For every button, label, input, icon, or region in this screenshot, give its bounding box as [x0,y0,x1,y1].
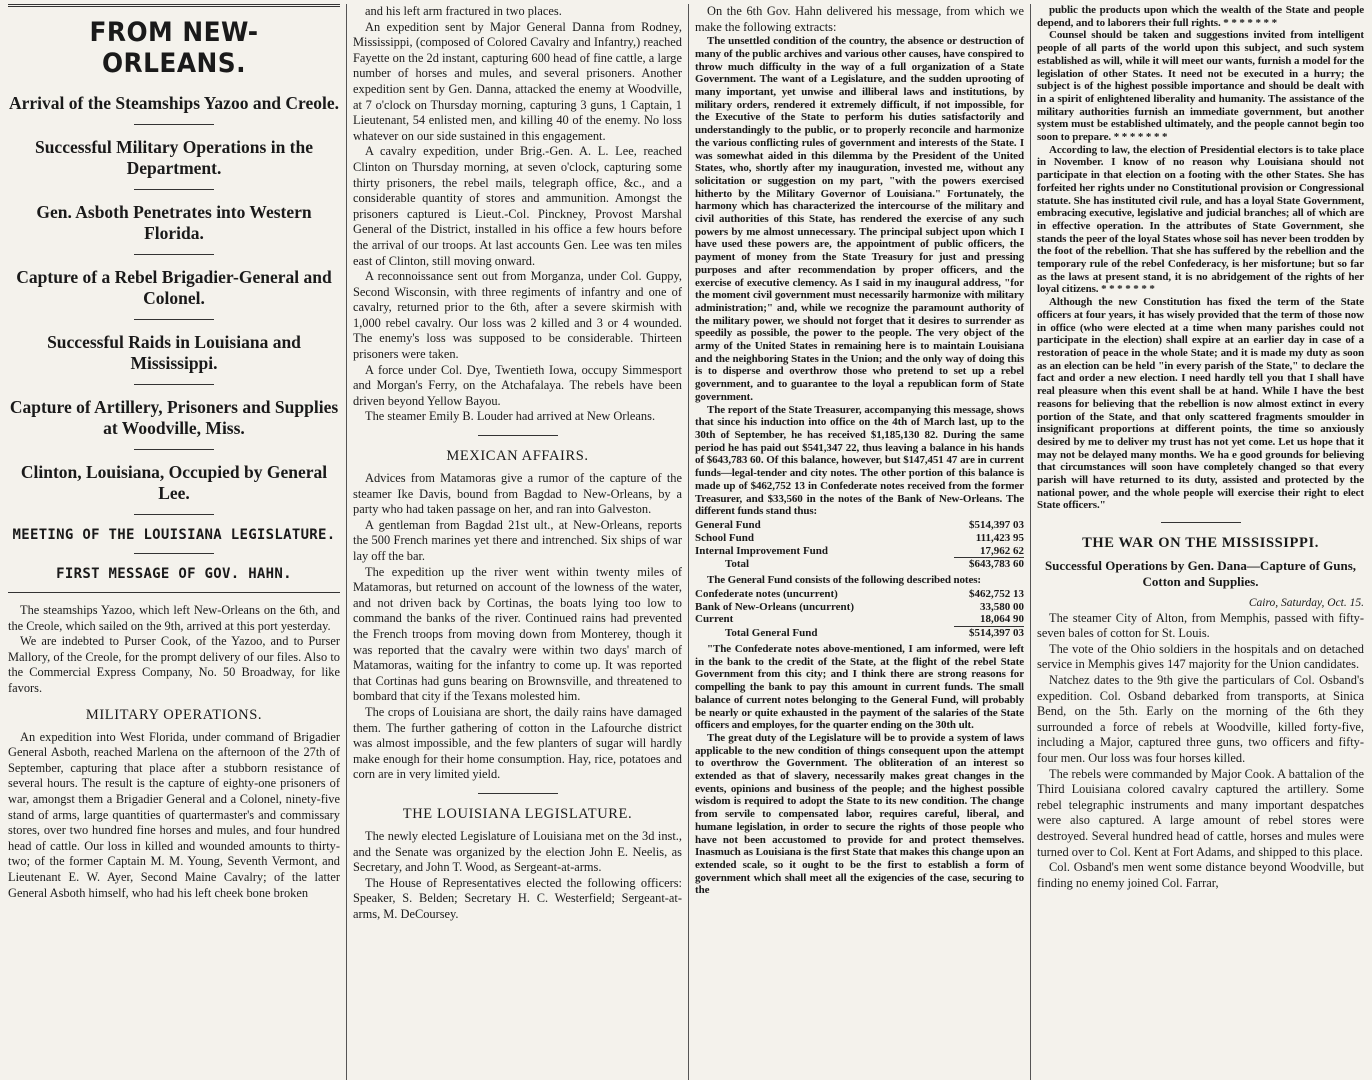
deck-4: Capture of a Rebel Brigadier-General and Colonel. [16,267,332,308]
intro-paragraph-2: We are indebted to Purser Cook, of the Yazoo, and to Purser Mallory, of the Creole, for the prompt delivery of our files. Also to the Commercial Express Company, No. 50 Broadway, for like favors. [8,634,340,695]
divider [478,435,558,436]
message-extract: Counsel should be taken and suggestions invited from intelligent people of all parts of the world upon this subject, and such system established as will, while it will meet our wants, furnish a model for the legislation of other States. It need not be executed in a hurry; the subject is of the highest possible importance and should be dealt with in a spirit of enlightened liberality and humanity. The assistance of the military authorities furnish an immediate government, but another system must be established ultimately, and the people cannot begin too soon to prepare. * * * * * * * [1037,29,1364,144]
mexican-paragraph: Advices from Matamoras give a rumor of the capture of the steamer Ike Davis, bound from Bagdad to New-Orleans, by a party who had taken passage on her, and ran into Galveston. [353,471,682,517]
message-extract: "The Confederate notes above-mentioned, I am informed, were left in the bank to the credit of the State, at the flight of the rebel State Government from this city; and I think there are strong reasons for compelling the bank to pay this amount in current funds. The small balance of current notes belonging to the General Fund, will probably be nearly or quite exhausted in the payment of the salaries of the State officers and employes, for the quarter ending on the 30th ult. [695,642,1024,732]
column-3 [689,4,1031,1080]
column-1 [2,4,347,1080]
war-paragraph: The steamer City of Alton, from Memphis, passed with fifty-seven bales of cotton for St. Louis. [1037,610,1364,641]
divider [134,384,214,385]
war-heading: THE WAR ON THE MISSISSIPPI. [1082,535,1319,552]
treasurer-report: The report of the State Treasurer, accompanying this message, shows that since his induction into office on the 4th of March last, up to the 30th of September, he has received $1,185,130 82. During the same period he has paid out $541,347 22, thus leaving a balance in his hands of $643,783 60. Of this balance, however, but $147,451 47 are in current funds—legal-tender and city notes. The other portion of this balance is made up of $462,752 13 in Confederate notes received from the former Treasurer, and $33,560 in the notes of the Bank of New-Orleans. The different funds stand thus: [695,403,1024,518]
intro-paragraph-1: The steamships Yazoo, which left New-Orleans on the 6th, and the Creole, which sailed on the 9th, arrived at this port yesterday. [8,603,340,633]
top-rule [8,4,340,7]
message-lead: On the 6th Gov. Hahn delivered his message, from which we make the following extracts: [695,4,1024,34]
war-paragraph: The vote of the Ohio soldiers in the hospitals and on detached service in Memphis gives 147 majority for the Union candidates. [1037,641,1364,672]
divider [134,319,214,320]
legislature-heading: THE LOUISIANA LEGISLATURE. [402,805,633,822]
divider [134,189,214,190]
deck-3: Gen. Asboth Penetrates into Western Florida. [36,202,312,243]
mexican-paragraph: The crops of Louisiana are short, the daily rains have damaged them. The further gathering of cotton in the Lafourche district was almost impossible, and the few planters of sugar will hardly make enough for their home consumption. Hay, rice, potatoes and corn are in very limited yield. [353,704,682,782]
divider [134,449,214,450]
war-paragraph: The rebels were commanded by Major Cook. A battalion of the Third Louisiana colored cavalry captured the artillery. Some rebel telegraphic instruments and many important despatches were also captured. A large amount of rebel stores were destroyed. Several hundred head of cattle, horses and mules were turned over to Col. Kent at Fort Adams, and shipped to this place. [1037,766,1364,859]
message-headline: FIRST MESSAGE OF GOV. HAHN. [56,566,292,582]
main-headline: FROM NEW-ORLEANS. [89,17,259,79]
meeting-headline: MEETING OF THE LOUISIANA LEGISLATURE. [12,527,336,543]
article-paragraph: and his left arm fractured in two places. [365,4,562,18]
message-extract: The unsettled condition of the country, the absence or destruction of many of the public archives and various other causes, have conspired to throw much difficulty in the way of a full organization of a State Government. The want of a Legislature, and the sudden uprooting of many important, yet unwise and illiberal laws and institutions, by military orders, rendered it extremely difficult, if not impossible, for the Executive of the State to perform his duties satisfactorily and understandingly to the public, or to properly reconcile and harmonize the various conflicting rules of government and interests of the State. I was somewhat aided in this dilemma by the President of the United States, who, shortly after my inauguration, invested me, without any solicitation or suggestion on my part, "with the powers exercised hitherto by the Military Governor of Louisiana." Fortunately, the harmony which has characterized the intercourse of the military and civil authorities of this State, has rendered the exercise of any such powers by me almost unnecessary. The principal subject upon which I have used these powers are, the appointment of public officers, the payment of money from the State Treasury for just and pressing purposes and after recommendation by proper officers, and the exercise of executive clemency. As I said in my inaugural address, "for the moment civil government must necessarily harmonize with military administration;" and, while we recognize the paramount authority of the military power, we should not forget that it desires to surrender as speedily as possible, the power to the people. The very object of the army of the United States in remaining here is to maintain Louisiana and the neighboring States in the Union; and the only way of doing this is to disperse and overthrow those who pretend to set up a rebel government, and to guarantee to the loyal a republican form of State government. [695,35,1024,403]
notes-row: Current 18,064 90 [695,613,1024,626]
deck-1: Arrival of the Steamships Yazoo and Creole. [8,93,340,113]
funds-row: School Fund 111,423 95 [695,531,1024,544]
message-extract: According to law, the election of Presidential electors is to take place in November. I know of no reason why Louisiana should not participate in that election on a footing with the other States. She has forfeited her rights under no Constitutional provision or Congressional statute. She has instituted civil rule, and has a loyal State Government, embracing executive, legislative and judicial branches; all of which are in effective operation. In the attributes of State Government, she stands the peer of the loyal States whose soil has never been trodden by the foot of the rebellion. That she has suffered by the rebellion and the temporary rule of the rebel Confederacy, is her misfortune; but so far as the laws at present stand, it is no abridgement of the rights of her loyal citizens. * * * * * * * [1037,143,1364,296]
notes-row: Confederate notes (uncurrent) $462,752 13 [695,587,1024,600]
deck-6: Capture of Artillery, Prisoners and Supplies at Woodville, Miss. [9,397,339,438]
divider [1161,522,1241,523]
deck-7: Clinton, Louisiana, Occupied by General Lee. [20,462,328,503]
article-paragraph: A force under Col. Dye, Twentieth Iowa, occupy Simmesport and Morgan's Ferry, on the Atchafalaya. The rebels have been driven beyond Yellow Bayou. [353,362,682,408]
divider [134,254,214,255]
funds-row: General Fund $514,397 03 [695,518,1024,531]
divider [478,793,558,794]
legislature-paragraph: The House of Representatives elected the following officers: Speaker, S. Belden; Secretary H. C. Westerfield; Sergeant-at-arms, M. DeCoursey. [353,875,682,921]
message-extract: public the products upon which the wealth of the State and people depend, and to laborers their full rights. * * * * * * * [1037,4,1364,29]
mexican-paragraph: The expedition up the river went within twenty miles of Matamoras, but returned on account of the lowness of the water, and not driven back by Cortinas, the boats lying too low to command the banks of the river. Continued rains had prevented the French troops from moving down from Monterey, though it was reported that the cavalry were within two days' march of Matamoras, waiting for the infantry to come up. It was reported that Cortinas had guns bearing on Brownsville, and threatened to bombard that city if the Texans molested him. [353,564,682,704]
military-operations-heading: MILITARY OPERATIONS. [85,706,263,723]
military-paragraph: An expedition into West Florida, under command of Brigadier General Asboth, reached Marlena on the afternoon of the 27th of September, capturing that place after a stubborn resistance of several hours. The result is the capture of eighty-one prisoners of war, amongst them a Brigadier General and a Colonel, ninety-five stand of arms, large quantities of quartermaster's and commissary stores, over two hundred fine horses and mules, and four hundred head of cattle. Our loss in killed and wounded amounts to thirty-two; of the former Captain M. M. Young, Seventh Vermont, and Lieutenant E. W. Ayer, Second Maine Cavalry; of the latter General Asboth himself, who had his left cheek bone broken [8,729,340,900]
message-extract: The great duty of the Legislature will be to provide a system of laws applicable to the new condition of things consequent upon the attempt to overthrow the Government. The obliteration of an interest so extended as that of slavery, necessarily makes great changes in the events, opinions and business of the people; and the highest possible wisdom is required to adopt the State to its new condition. The change from servile to compensated labor, requires careful, liberal, and humane legislation, in order to secure the rights of those people who have not been accustomed to provide for and protect themselves. Inasmuch as Louisiana is the first State that makes this change upon an extended scale, so it ought to be the first to establish a form of government which shall meet all the exigencies of the case, securing to the [695,731,1024,897]
notes-table [695,588,1024,640]
general-fund-intro: The General Fund consists of the following described notes: [707,574,981,587]
article-paragraph: A reconnoissance sent out from Morganza, under Col. Guppy, Second Wisconsin, with three regiments of infantry and one of cavalry, returned prior to the 6th, after a severe skirmish with 1,000 rebel cavalry. Our loss was 2 killed and 3 or 4 wounded. The enemy's loss was supposed to be considerable. Thirteen prisoners were taken. [353,269,682,362]
war-subheading: Successful Operations by Gen. Dana—Capture of Guns, Cotton and Supplies. [1044,558,1357,590]
divider [134,514,214,515]
mexican-paragraph: A gentleman from Bagdad 21st ult., at New-Orleans, reports the 500 French marines yet there and intrenched. Six ships of war lay off the bar. [353,517,682,563]
mexican-affairs-heading: MEXICAN AFFAIRS. [446,448,589,465]
war-paragraph: Col. Osband's men went some distance beyond Woodville, but finding no enemy joined Col. Farrar, [1037,860,1364,890]
message-extract: Although the new Constitution has fixed the term of the State officers at four years, it has wisely provided that the term of those now in office (who were elected at a time when many parishes could not participate in the election) shall expire at an earlier day in case of a restoration of peace in the whole State; and it is made my duty as soon as an election can be held "in every parish of the State," to declare the fact and order a new election. I need hardly tell you that I shall have real pleasure when this event shall be at hand. While I have the best reasons for believing that the rebellion is now almost extinct in every portion of the State, and that only scattered fragments smoulder in insignificant proportions at different points, the time so anxiously desired by me to deliver my trust has not yet come. Let us hope that it may not be delayed many months. We ha e good grounds for believing that circumstances will soon have completely changed so that every parish will have returned to its duty, assisted and protected by the national power, and the whole people will exercise their right to elect State officers." [1037,296,1364,512]
notes-row: Bank of New-Orleans (uncurrent) 33,580 00 [695,600,1024,613]
funds-table [695,519,1024,571]
notes-total-row: Total General Fund $514,397 03 [725,627,1024,640]
article-paragraph: An expedition sent by Major General Danna from Rodney, Mississippi, (composed of Colored Cavalry and Infantry,) reached Fayette on the 2d instant, capturing 600 head of fine cattle, a large number of horses and mules, and several prisoners. Another expedition sent by Gen. Danna, attacked the enemy at Woodville, at 7 o'clock on Thursday morning, capturing 3 guns, 1 Captain, 1 Lieutenant, 54 enlisted men, and killing 40 of the enemy. No loss whatever on our side sustained in this engagement. [353,19,682,143]
divider [134,553,214,554]
dateline: Cairo, Saturday, Oct. 15. [1248,596,1364,609]
legislature-paragraph: The newly elected Legislature of Louisiana met on the 3d inst., and the Senate was organized by the election John E. Neelis, as Secretary, and John T. Wood, as Sergeant-at-arms. [353,828,682,875]
deck-2: Successful Military Operations in the Department. [34,137,314,178]
war-paragraph: Natchez dates to the 9th give the particulars of Col. Osband's expedition. Col. Osband debarked from transports, at Sinica Bend, on the 5th. Early on the morning of the 6th they surrounded a force of rebels at Woodville, killed forty-five, including a Major, captured three guns, two officers and fifty-four men. Our loss was four horses killed. [1037,673,1364,765]
article-paragraph: A cavalry expedition, under Brig.-Gen. A. L. Lee, reached Clinton on Thursday morning, at seven o'clock, capturing some thirty prisoners, the rebel mails, telegraph office, &c., and a considerable quantity of stores and ammunition. Amongst the prisoners captured is Lieut.-Col. Pinckney, Provost Marshal General of the District, installed in his office a few hours before the arrival of our troops. At last accounts Gen. Lee was ten miles east of Clinton, still moving onward. [353,144,682,268]
article-paragraph: The steamer Emily B. Louder had arrived at New Orleans. [365,409,656,424]
funds-row: Internal Improvement Fund 17,962 62 [695,544,1024,557]
column-2 [347,4,689,1080]
divider [134,124,214,125]
deck-5: Successful Raids in Louisiana and Mississippi. [47,332,301,373]
funds-total-row: Total $643,783 60 [725,558,1024,571]
section-rule [8,592,340,593]
column-4 [1031,4,1370,1080]
